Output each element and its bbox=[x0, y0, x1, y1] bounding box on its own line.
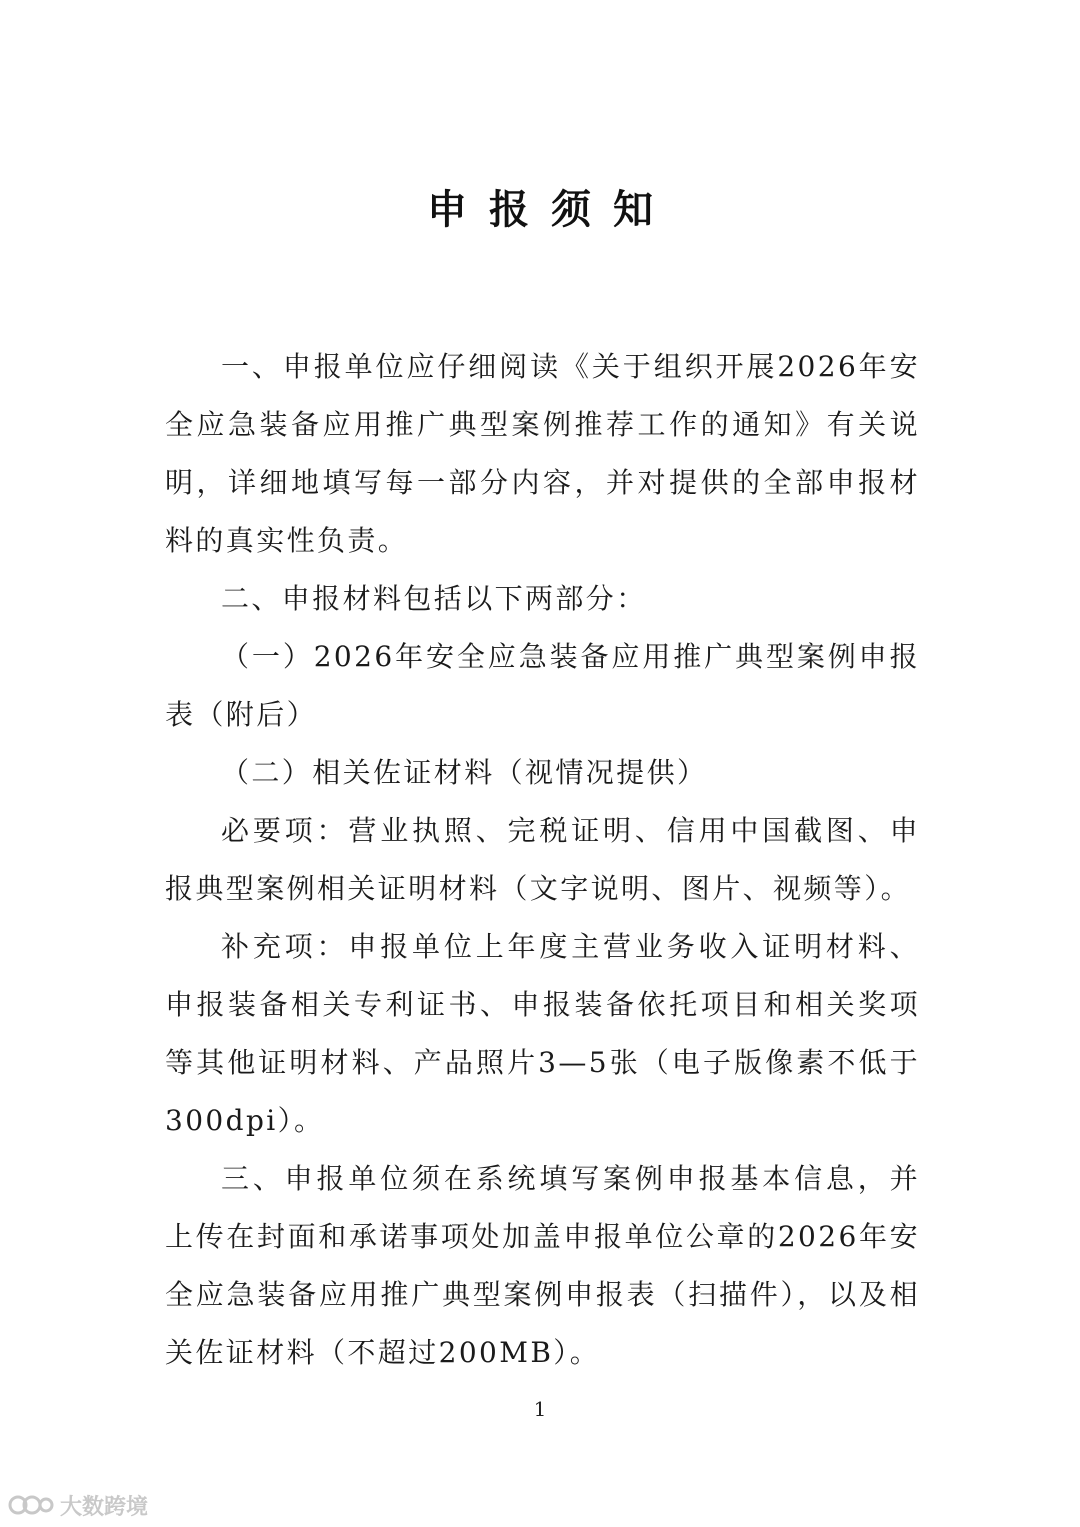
paragraph-5: 必要项：营业执照、完税证明、信用中国截图、申报典型案例相关证明材料（文字说明、图片、视频等）。 bbox=[165, 814, 920, 905]
paragraph-1: 一、申报单位应仔细阅读《关于组织开展2026年安全应急装备应用推广典型案例推荐工作的通知》有关说明，详细地填写每一部分内容，并对提供的全部申报材料的真实性负责。 bbox=[165, 350, 920, 557]
page-number: 1 bbox=[533, 1397, 547, 1421]
logo-icon bbox=[8, 1492, 54, 1518]
watermark bbox=[8, 1490, 148, 1520]
paragraph-4: （二）相关佐证材料（视情况提供） bbox=[221, 756, 708, 789]
paragraph-3: （一）2026年安全应急装备应用推广典型案例申报表（附后） bbox=[165, 640, 920, 731]
watermark-text: 大数跨境 bbox=[60, 1494, 149, 1520]
paragraph-7: 三、申报单位须在系统填写案例申报基本信息，并上传在封面和承诺事项处加盖申报单位公章的2026年安全应急装备应用推广典型案例申报表（扫描件），以及相关佐证材料（不超过200MB）。 bbox=[165, 1162, 920, 1369]
paragraph-6: 补充项：申报单位上年度主营业务收入证明材料、申报装备相关专利证书、申报装备依托项目和相关奖项等其他证明材料、产品照片3—5张（电子版像素不低于300dpi）。 bbox=[165, 930, 920, 1137]
paragraph-2: 二、申报材料包括以下两部分： bbox=[221, 582, 647, 615]
page-title: 申报须知 bbox=[427, 187, 675, 233]
document-body bbox=[165, 338, 920, 1382]
